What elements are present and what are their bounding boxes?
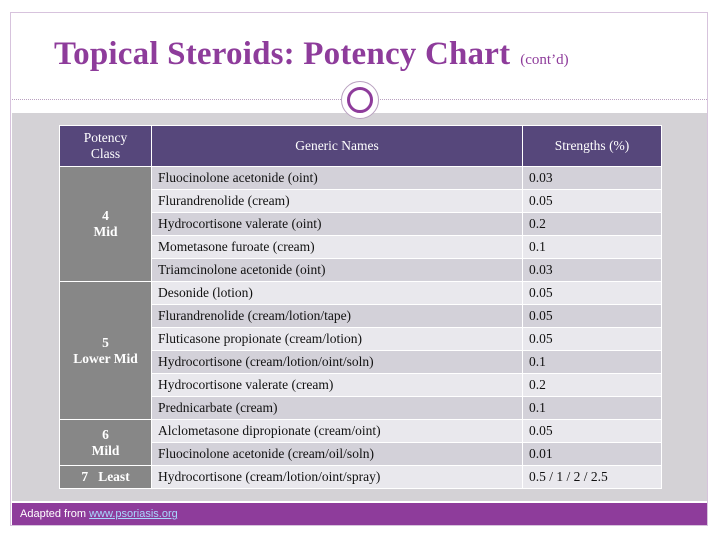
generic-name-cell: Hydrocortisone (cream/lotion/oint/soln) bbox=[152, 351, 523, 374]
potency-class-label: Lower Mid bbox=[73, 350, 138, 366]
generic-name-cell: Prednicarbate (cream) bbox=[152, 397, 523, 420]
header-potency-class: Potency Class bbox=[60, 126, 152, 167]
generic-name-cell: Flurandrenolide (cream) bbox=[152, 190, 523, 213]
circle-ornament-icon bbox=[341, 81, 379, 119]
strength-cell: 0.05 bbox=[523, 420, 662, 443]
potency-class-number: 7 bbox=[81, 469, 89, 484]
generic-name-cell: Mometasone furoate (cream) bbox=[152, 236, 523, 259]
footer-link[interactable]: www.psoriasis.org bbox=[89, 508, 178, 520]
title-main: Topical Steroids: Potency Chart bbox=[54, 36, 511, 72]
table-row bbox=[60, 167, 662, 190]
footer-bar bbox=[12, 503, 707, 525]
table-row bbox=[60, 466, 662, 489]
potency-class-cell bbox=[60, 167, 152, 282]
generic-name-cell: Hydrocortisone (cream/lotion/oint/spray) bbox=[152, 466, 523, 489]
generic-name-cell: Fluticasone propionate (cream/lotion) bbox=[152, 328, 523, 351]
generic-name-cell: Fluocinolone acetonide (oint) bbox=[152, 167, 523, 190]
generic-name-cell: Hydrocortisone valerate (oint) bbox=[152, 213, 523, 236]
potency-class-label: Mid bbox=[93, 224, 118, 239]
generic-name-cell: Fluocinolone acetonide (cream/oil/soln) bbox=[152, 443, 523, 466]
strength-cell: 0.03 bbox=[523, 167, 662, 190]
strength-cell: 0.05 bbox=[523, 328, 662, 351]
slide-title bbox=[54, 36, 569, 73]
generic-name-cell: Triamcinolone acetonide (oint) bbox=[152, 259, 523, 282]
strength-cell: 0.1 bbox=[523, 397, 662, 420]
potency-class-number: 4 bbox=[102, 208, 109, 223]
title-subtitle: (cont’d) bbox=[520, 52, 569, 68]
potency-table bbox=[59, 125, 662, 489]
potency-class-label: Mild bbox=[91, 442, 120, 458]
generic-name-cell: Flurandrenolide (cream/lotion/tape) bbox=[152, 305, 523, 328]
strength-cell: 0.5 / 1 / 2 / 2.5 bbox=[523, 466, 662, 489]
strength-cell: 0.05 bbox=[523, 282, 662, 305]
strength-cell: 0.2 bbox=[523, 213, 662, 236]
potency-class-number: 6 bbox=[102, 426, 109, 442]
potency-class-cell bbox=[60, 420, 152, 466]
strength-cell: 0.1 bbox=[523, 351, 662, 374]
potency-class-cell bbox=[60, 466, 152, 489]
generic-name-cell: Desonide (lotion) bbox=[152, 282, 523, 305]
table-row bbox=[60, 420, 662, 443]
strength-cell: 0.1 bbox=[523, 236, 662, 259]
strength-cell: 0.05 bbox=[523, 190, 662, 213]
strength-cell: 0.05 bbox=[523, 305, 662, 328]
strength-cell: 0.2 bbox=[523, 374, 662, 397]
table-row bbox=[60, 282, 662, 305]
strength-cell: 0.01 bbox=[523, 443, 662, 466]
generic-name-cell: Hydrocortisone valerate (cream) bbox=[152, 374, 523, 397]
header-generic-names: Generic Names bbox=[152, 126, 523, 167]
table-header-row bbox=[60, 126, 662, 167]
header-strengths: Strengths (%) bbox=[523, 126, 662, 167]
strength-cell: 0.03 bbox=[523, 259, 662, 282]
potency-class-cell bbox=[60, 282, 152, 420]
potency-class-label: Least bbox=[98, 469, 130, 484]
generic-name-cell: Alclometasone dipropionate (cream/oint) bbox=[152, 420, 523, 443]
table-body bbox=[60, 167, 662, 489]
potency-class-number: 5 bbox=[102, 334, 109, 350]
footer-prefix: Adapted from bbox=[20, 508, 90, 520]
